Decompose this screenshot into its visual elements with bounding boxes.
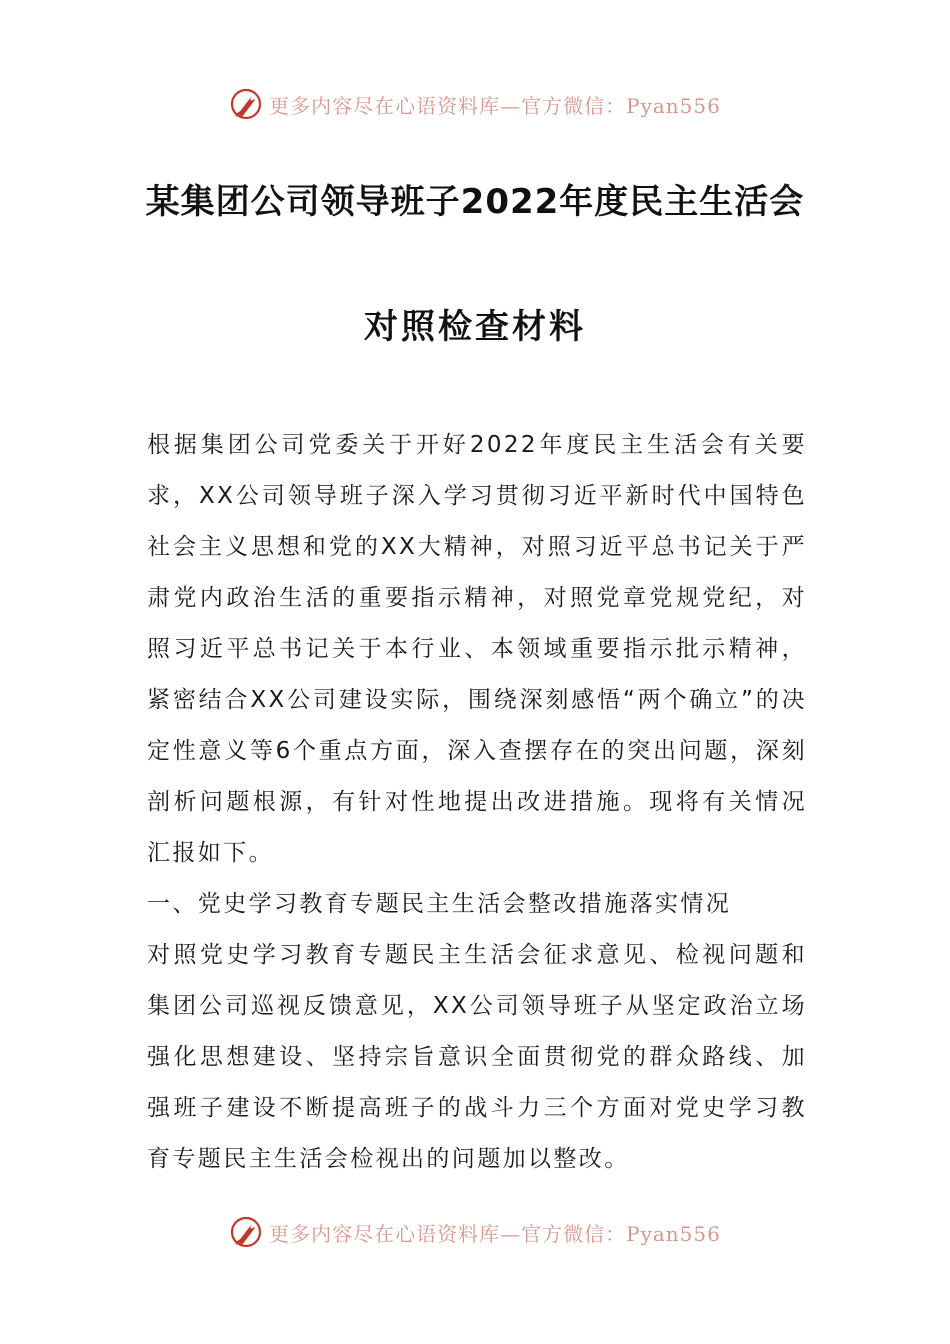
intro-paragraph: 根据集团公司党委关于开好2022年度民主生活会有关要求，XX公司领导班子深入学习贯彻习近平新时代中国特色社会主义思想和党的XX大精神，对照习近平总书记关于严肃党内政治生活的重要指示精神，对照党章党规党纪，对照习近平总书记关于本行业、本领域重要指示批示精神，紧密结合XX公司建设实际，围绕深刻感悟“两个确立”的决定性意义等6个重点方面，深入查摆存在的突出问题，深刻剖析问题根源，有针对性地提出改进措施。现将有关情况汇报如下。 [147,432,807,866]
pen-nib-logo-icon [229,87,263,121]
section1-paragraph: 对照党史学习教育专题民主生活会征求意见、检视问题和集团公司巡视反馈意见，XX公司领导班子从坚定政治立场强化思想建设、坚持宗旨意识全面贯彻党的群众路线、加强班子建设不断提高班子的战斗力三个方面对党史学习教育专题民主生活会检视出的问题加以整改。 [147,942,807,1172]
header-watermark-text: 更多内容尽在心语资料库—官方微信：Pyan556 [269,93,721,118]
footer-watermark-banner [0,1212,950,1252]
document-title-line2: 对照检查材料 [364,307,586,347]
header-watermark-banner [0,84,950,124]
document-body [147,420,807,1185]
pen-nib-logo-icon [229,1215,263,1249]
document-title-line1: 某集团公司领导班子2022年度民主生活会 [145,182,805,222]
footer-watermark-text: 更多内容尽在心语资料库—官方微信：Pyan556 [269,1221,721,1246]
section1-heading: 一、党史学习教育专题民主生活会整改措施落实情况 [147,891,732,917]
